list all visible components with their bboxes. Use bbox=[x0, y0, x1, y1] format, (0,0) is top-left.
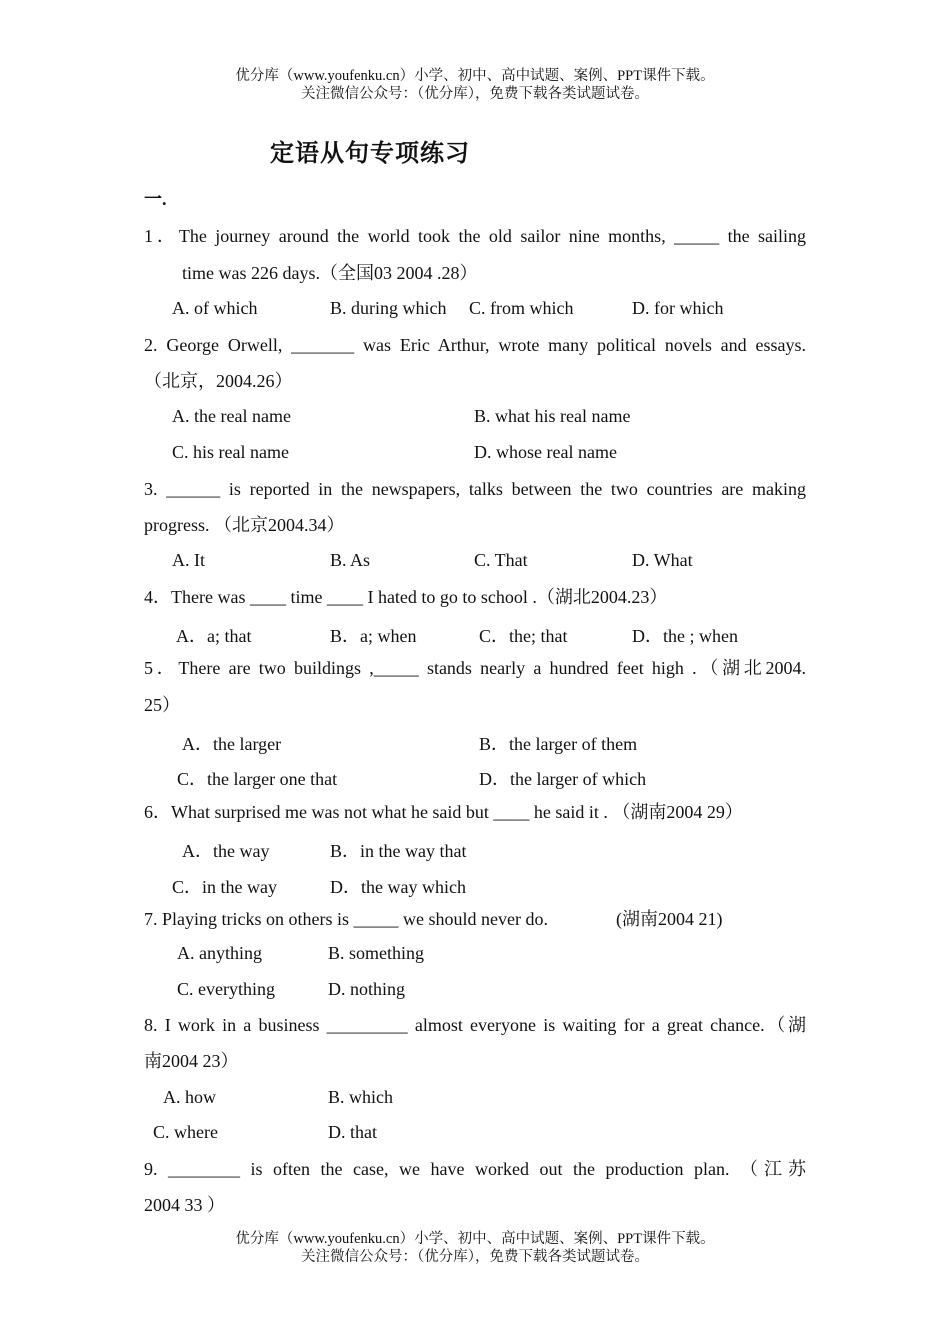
question-1-line-1: 1．The journey around the world took the old sailor nine months, _____ the sailing bbox=[144, 226, 806, 246]
question-8-option-d: D. that bbox=[328, 1122, 377, 1142]
question-8-option-c: C. where bbox=[153, 1122, 218, 1142]
question-3-line-1: 3. ______ is reported in the newspapers, talks between the two countries are making bbox=[144, 479, 806, 499]
question-8-line-2: 南2004 23） bbox=[144, 1051, 239, 1071]
question-1-line-2: time was 226 days.（全国03 2004 .28） bbox=[182, 263, 478, 283]
question-9-line-2: 2004 33 ） bbox=[144, 1195, 225, 1215]
footer-line-1: 优分库（www.youfenku.cn）小学、初中、高中试题、案例、PPT课件下载。 bbox=[235, 1231, 715, 1247]
question-6-option-b: B．in the way that bbox=[330, 841, 467, 861]
question-1-option-a: A. of which bbox=[172, 298, 258, 318]
page-header bbox=[0, 67, 950, 103]
question-3-option-c: C. That bbox=[474, 550, 528, 570]
question-7-option-c: C. everything bbox=[177, 979, 275, 999]
question-5-option-c: C．the larger one that bbox=[177, 769, 338, 789]
question-2-option-c: C. his real name bbox=[172, 442, 289, 462]
question-6-option-a: A．the way bbox=[182, 841, 270, 861]
question-2-line-1: 2. George Orwell, _______ was Eric Arthur, wrote many political novels and essays. bbox=[144, 335, 806, 355]
question-6-option-c: C．in the way bbox=[172, 877, 277, 897]
question-2-line-2: （北京，2004.26） bbox=[144, 371, 293, 391]
question-3-line-2: progress. （北京2004.34） bbox=[144, 515, 345, 535]
question-2-option-b: B. what his real name bbox=[474, 406, 631, 426]
question-2-option-d: D. whose real name bbox=[474, 442, 617, 462]
section-heading: 一. bbox=[144, 189, 167, 209]
question-6-line-1: 6．What surprised me was not what he said but ____ he said it . （湖南2004 29） bbox=[144, 802, 743, 822]
page-title: 定语从句专项练习 bbox=[270, 139, 470, 167]
question-7-option-a: A. anything bbox=[177, 943, 262, 963]
question-7-option-d: D. nothing bbox=[328, 979, 406, 999]
question-3-option-d: D. What bbox=[632, 550, 693, 570]
question-4-option-d: D．the ; when bbox=[632, 626, 738, 646]
question-4-option-c: C．the; that bbox=[479, 626, 568, 646]
question-8-option-b: B. which bbox=[328, 1087, 393, 1107]
question-9-line-1: 9. ________ is often the case, we have worked out the production plan. （江苏 bbox=[144, 1159, 806, 1179]
question-3-option-b: B. As bbox=[330, 550, 371, 570]
question-5-option-d: D．the larger of which bbox=[479, 769, 647, 789]
question-6-option-d: D．the way which bbox=[330, 877, 466, 897]
header-line-2: 关注微信公众号：（优分库），免费下载各类试题试卷。 bbox=[301, 86, 649, 102]
question-7-option-b: B. something bbox=[328, 943, 425, 963]
question-4-option-a: A．a; that bbox=[176, 626, 252, 646]
question-2-option-a: A. the real name bbox=[172, 406, 291, 426]
header-line-1: 优分库（www.youfenku.cn）小学、初中、高中试题、案例、PPT课件下载。 bbox=[235, 68, 715, 84]
question-1-option-d: D. for which bbox=[632, 298, 724, 318]
page-footer bbox=[0, 1230, 950, 1266]
question-4-line-1: 4．There was ____ time ____ I hated to go to school .（湖北2004.23） bbox=[144, 587, 668, 607]
question-8-line-1: 8. I work in a business _________ almost everyone is waiting for a great chance.（湖 bbox=[144, 1015, 806, 1035]
question-7-source: (湖南2004 21) bbox=[616, 909, 723, 929]
question-8-option-a: A. how bbox=[163, 1087, 216, 1107]
question-3-option-a: A. It bbox=[172, 550, 205, 570]
footer-line-2: 关注微信公众号：（优分库），免费下载各类试题试卷。 bbox=[301, 1249, 649, 1265]
question-5-line-2: 25） bbox=[144, 695, 180, 715]
question-5-line-1: 5．There are two buildings ,_____ stands nearly a hundred feet high .（湖北2004. bbox=[144, 658, 806, 678]
question-1-option-c: C. from which bbox=[469, 298, 574, 318]
question-1-option-b: B. during which bbox=[330, 298, 447, 318]
question-5-option-a: A．the larger bbox=[182, 734, 282, 754]
question-7-line-1: 7. Playing tricks on others is _____ we should never do. bbox=[144, 909, 548, 929]
question-4-option-b: B．a; when bbox=[330, 626, 417, 646]
question-5-option-b: B．the larger of them bbox=[479, 734, 638, 754]
